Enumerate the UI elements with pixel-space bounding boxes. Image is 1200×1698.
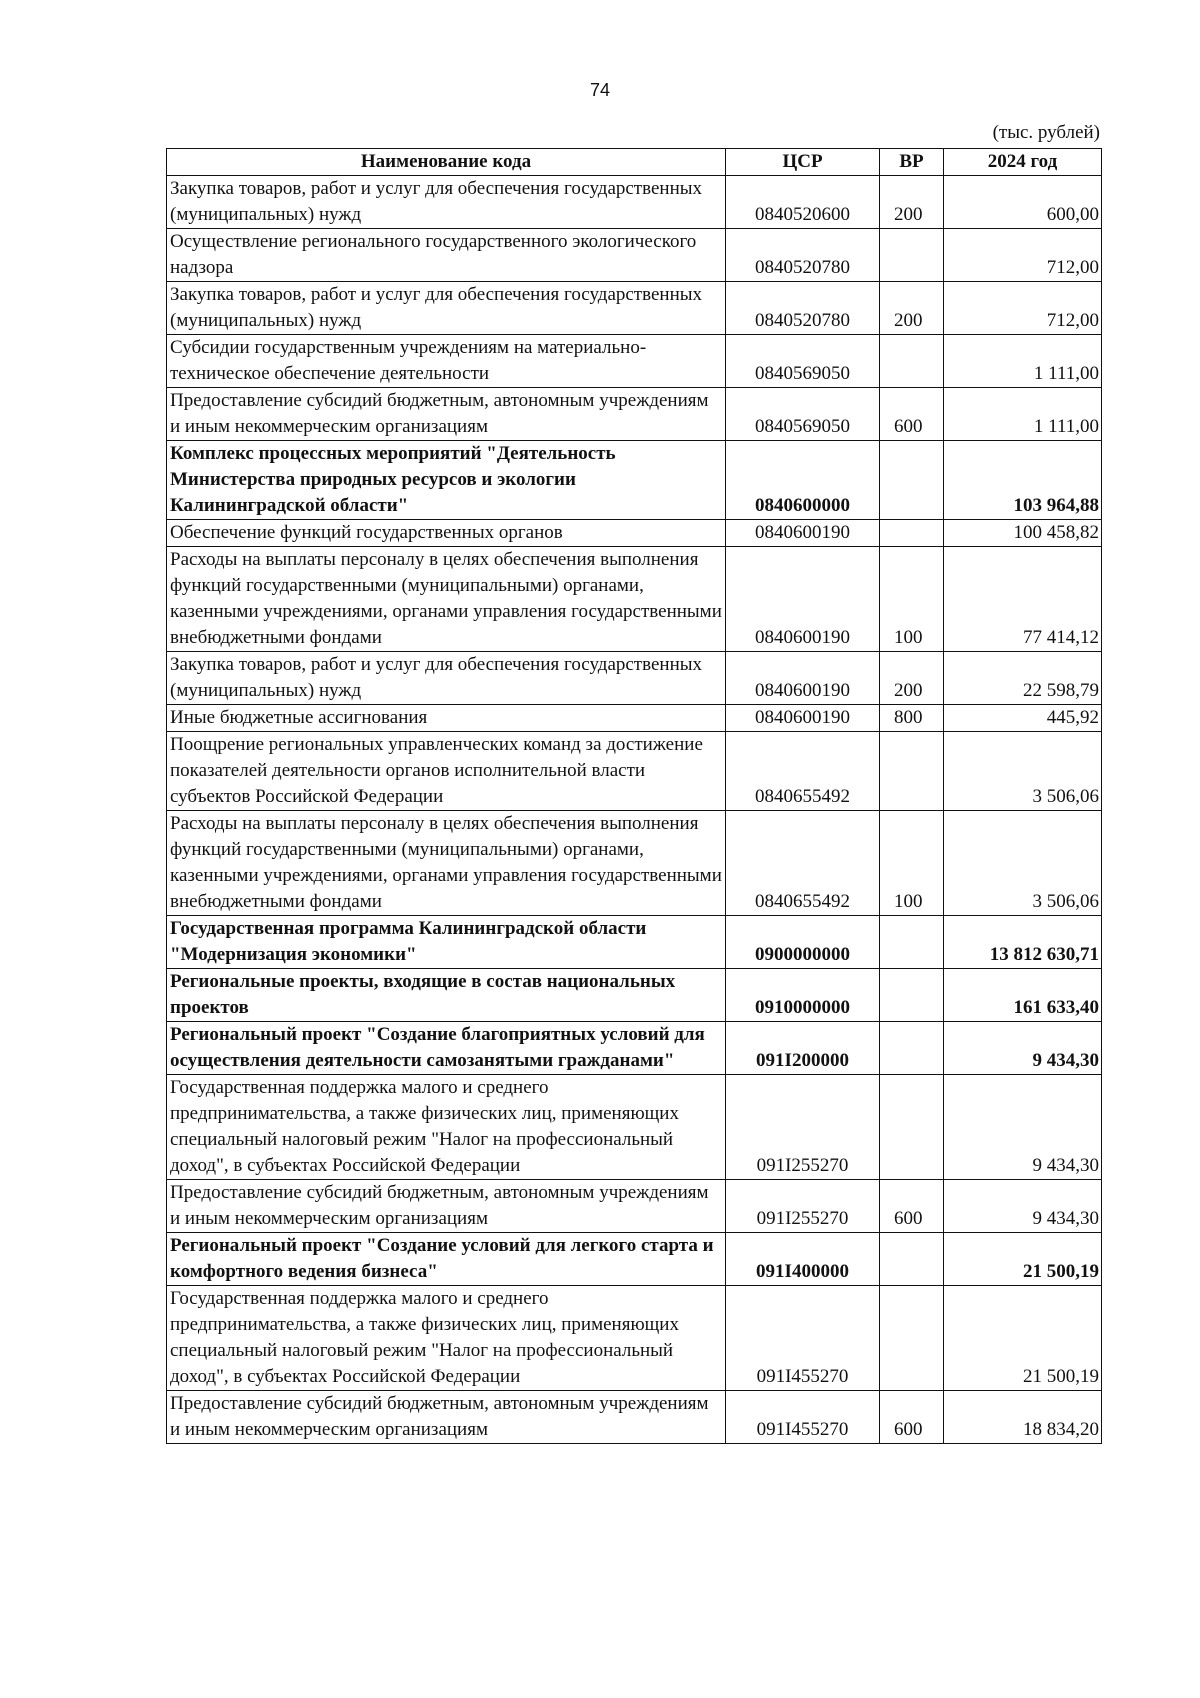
table-row-program	[167, 441, 1102, 520]
cell-sum: 3 506,06	[944, 732, 1102, 811]
cell-name: Закупка товаров, работ и услуг для обеспечения государственных (муниципальных) нужд	[167, 652, 726, 705]
cell-csr: 0840600190	[726, 520, 880, 547]
cell-name: Осуществление регионального государственного экологического надзора	[167, 229, 726, 282]
cell-name: Региональный проект "Создание условий для легкого старта и комфортного ведения бизнеса"	[167, 1233, 726, 1286]
cell-sum: 712,00	[944, 282, 1102, 335]
cell-sum: 18 834,20	[944, 1391, 1102, 1444]
cell-vr	[880, 969, 944, 1022]
cell-vr: 600	[880, 388, 944, 441]
table-row	[167, 335, 1102, 388]
cell-csr: 0840600000	[726, 441, 880, 520]
cell-csr: 091I455270	[726, 1286, 880, 1391]
table-row-program	[167, 1022, 1102, 1075]
cell-vr	[880, 1233, 944, 1286]
cell-csr: 091I455270	[726, 1391, 880, 1444]
cell-vr: 100	[880, 547, 944, 652]
cell-csr: 0840600190	[726, 705, 880, 732]
table-row-program	[167, 1233, 1102, 1286]
cell-vr	[880, 441, 944, 520]
cell-sum: 77 414,12	[944, 547, 1102, 652]
table-row	[167, 705, 1102, 732]
cell-vr: 600	[880, 1180, 944, 1233]
header-csr: ЦСР	[726, 149, 880, 176]
table-row	[167, 732, 1102, 811]
cell-sum: 445,92	[944, 705, 1102, 732]
cell-sum: 3 506,06	[944, 811, 1102, 916]
cell-csr: 0840655492	[726, 811, 880, 916]
units-label: (тыс. рублей)	[992, 122, 1100, 143]
cell-csr: 0900000000	[726, 916, 880, 969]
table-row-program	[167, 969, 1102, 1022]
cell-csr: 0910000000	[726, 969, 880, 1022]
cell-vr	[880, 520, 944, 547]
table-row	[167, 282, 1102, 335]
cell-name: Комплекс процессных мероприятий "Деятельность Министерства природных ресурсов и экологии Калининградской области"	[167, 441, 726, 520]
table-row	[167, 388, 1102, 441]
cell-vr	[880, 335, 944, 388]
header-year: 2024 год	[944, 149, 1102, 176]
cell-sum: 9 434,30	[944, 1075, 1102, 1180]
cell-name: Региональные проекты, входящие в состав национальных проектов	[167, 969, 726, 1022]
cell-name: Региональный проект "Создание благоприятных условий для осуществления деятельности самозанятыми гражданами"	[167, 1022, 726, 1075]
cell-vr: 200	[880, 176, 944, 229]
header-vr: ВР	[880, 149, 944, 176]
cell-sum: 9 434,30	[944, 1022, 1102, 1075]
cell-name: Иные бюджетные ассигнования	[167, 705, 726, 732]
cell-sum: 1 111,00	[944, 335, 1102, 388]
cell-sum: 21 500,19	[944, 1233, 1102, 1286]
cell-vr: 100	[880, 811, 944, 916]
cell-vr	[880, 916, 944, 969]
cell-sum: 21 500,19	[944, 1286, 1102, 1391]
table-header-row	[167, 149, 1102, 176]
cell-sum: 712,00	[944, 229, 1102, 282]
table-row	[167, 520, 1102, 547]
cell-vr: 800	[880, 705, 944, 732]
header-name: Наименование кода	[167, 149, 726, 176]
cell-name: Субсидии государственным учреждениям на материально-техническое обеспечение деятельности	[167, 335, 726, 388]
cell-name: Государственная поддержка малого и среднего предпринимательства, а также физических лиц, применяющих специальный налоговый режим "Налог на профессиональный доход", в субъектах Российской Федерации	[167, 1075, 726, 1180]
cell-csr: 0840520780	[726, 282, 880, 335]
table-row	[167, 1180, 1102, 1233]
table-row	[167, 811, 1102, 916]
cell-name: Предоставление субсидий бюджетным, автономным учреждениям и иным некоммерческим организациям	[167, 388, 726, 441]
cell-vr	[880, 229, 944, 282]
cell-csr: 091I200000	[726, 1022, 880, 1075]
table-row	[167, 176, 1102, 229]
table-row	[167, 1286, 1102, 1391]
cell-csr: 0840520780	[726, 229, 880, 282]
cell-name: Закупка товаров, работ и услуг для обеспечения государственных (муниципальных) нужд	[167, 176, 726, 229]
cell-name: Закупка товаров, работ и услуг для обеспечения государственных (муниципальных) нужд	[167, 282, 726, 335]
cell-sum: 100 458,82	[944, 520, 1102, 547]
cell-name: Расходы на выплаты персоналу в целях обеспечения выполнения функций государственными (муниципальными) органами, казенными учреждениями, органами управления государственными внебюджетными фондами	[167, 811, 726, 916]
cell-name: Расходы на выплаты персоналу в целях обеспечения выполнения функций государственными (муниципальными) органами, казенными учреждениями, органами управления государственными внебюджетными фондами	[167, 547, 726, 652]
cell-csr: 0840600190	[726, 547, 880, 652]
cell-name: Предоставление субсидий бюджетным, автономным учреждениям и иным некоммерческим организациям	[167, 1391, 726, 1444]
cell-vr: 600	[880, 1391, 944, 1444]
cell-csr: 0840600190	[726, 652, 880, 705]
table-row	[167, 547, 1102, 652]
table-row	[167, 652, 1102, 705]
cell-vr: 200	[880, 282, 944, 335]
cell-vr	[880, 1286, 944, 1391]
cell-csr: 0840520600	[726, 176, 880, 229]
cell-name: Обеспечение функций государственных органов	[167, 520, 726, 547]
cell-csr: 0840655492	[726, 732, 880, 811]
cell-csr: 091I400000	[726, 1233, 880, 1286]
table-row	[167, 1075, 1102, 1180]
cell-vr	[880, 1022, 944, 1075]
cell-name: Государственная поддержка малого и среднего предпринимательства, а также физических лиц, применяющих специальный налоговый режим "Налог на профессиональный доход", в субъектах Российской Федерации	[167, 1286, 726, 1391]
cell-sum: 600,00	[944, 176, 1102, 229]
cell-csr: 0840569050	[726, 335, 880, 388]
cell-csr: 091I255270	[726, 1180, 880, 1233]
cell-sum: 161 633,40	[944, 969, 1102, 1022]
cell-vr	[880, 732, 944, 811]
cell-vr	[880, 1075, 944, 1180]
cell-csr: 091I255270	[726, 1075, 880, 1180]
table-row-program	[167, 916, 1102, 969]
table-row	[167, 229, 1102, 282]
cell-name: Поощрение региональных управленческих команд за достижение показателей деятельности органов исполнительной власти субъектов Российской Федерации	[167, 732, 726, 811]
cell-name: Предоставление субсидий бюджетным, автономным учреждениям и иным некоммерческим организациям	[167, 1180, 726, 1233]
cell-name: Государственная программа Калининградской области "Модернизация экономики"	[167, 916, 726, 969]
table-row	[167, 1391, 1102, 1444]
cell-vr: 200	[880, 652, 944, 705]
cell-sum: 9 434,30	[944, 1180, 1102, 1233]
cell-csr: 0840569050	[726, 388, 880, 441]
budget-table	[166, 148, 1102, 1444]
cell-sum: 103 964,88	[944, 441, 1102, 520]
page-number: 74	[589, 80, 611, 100]
cell-sum: 1 111,00	[944, 388, 1102, 441]
cell-sum: 13 812 630,71	[944, 916, 1102, 969]
cell-sum: 22 598,79	[944, 652, 1102, 705]
